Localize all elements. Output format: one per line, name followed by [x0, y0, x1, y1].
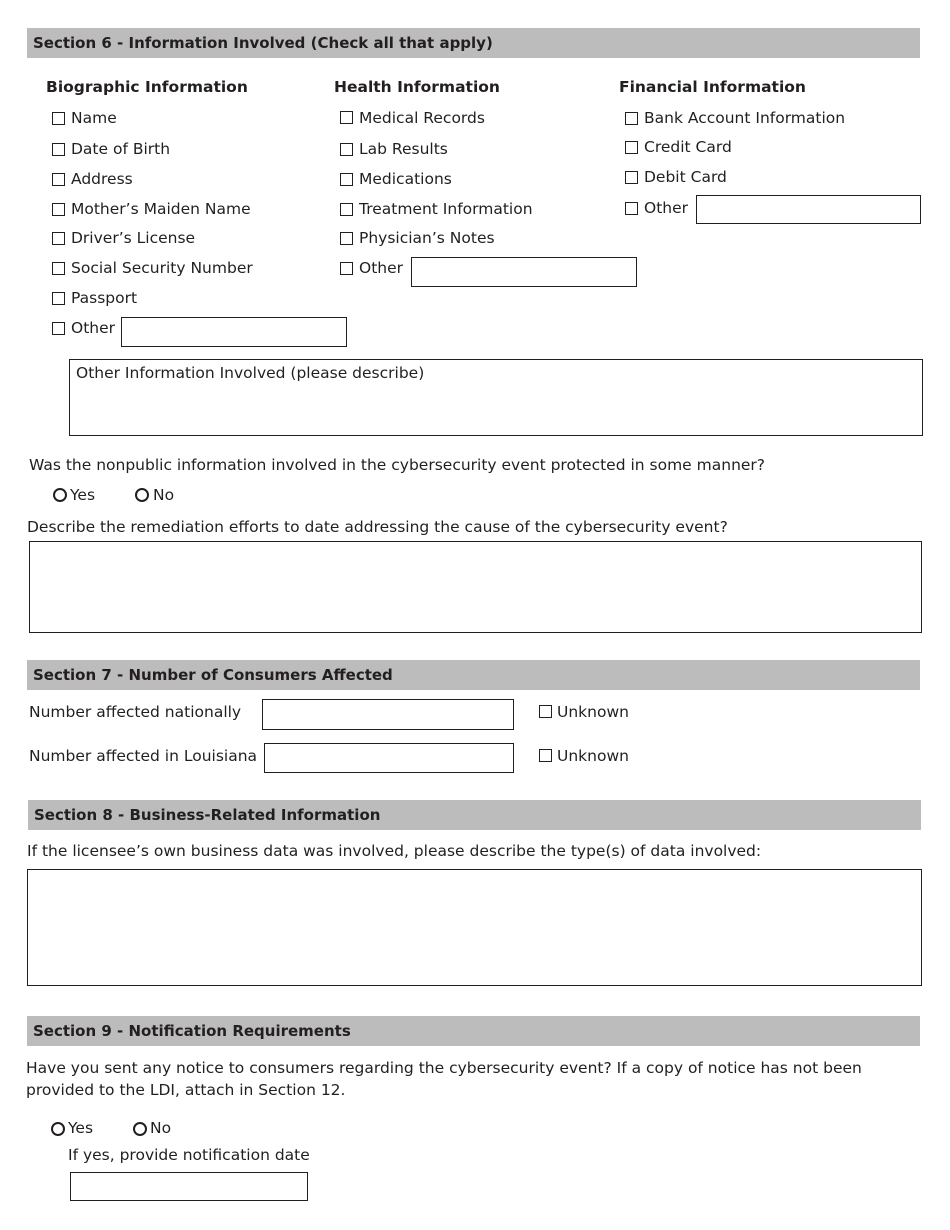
section-9-header: Section 9 - Notification Requirements — [27, 1016, 920, 1046]
label-physicians-notes: Physician’s Notes — [359, 229, 495, 247]
other-information-textarea[interactable] — [69, 359, 923, 436]
checkbox-health-other[interactable] — [340, 262, 353, 275]
notice-yes-label: Yes — [68, 1119, 94, 1137]
checkbox-physicians-notes[interactable] — [340, 232, 353, 245]
checkbox-bank-account-information[interactable] — [625, 112, 638, 125]
protected-no-radio[interactable] — [135, 488, 149, 502]
national-unknown-label: Unknown — [557, 703, 629, 721]
protected-no-label: No — [153, 486, 175, 504]
other-information-label: Other Information Involved (please describe) — [76, 364, 425, 382]
checkbox-credit-card[interactable] — [625, 141, 638, 154]
health-heading: Health Information — [334, 78, 500, 96]
section-7-header: Section 7 - Number of Consumers Affected — [27, 660, 920, 690]
label-passport: Passport — [71, 289, 138, 307]
national-count-input[interactable] — [262, 699, 514, 730]
label-drivers-license: Driver’s License — [71, 229, 196, 247]
notice-question: Have you sent any notice to consumers regarding the cybersecurity event? If a copy of notice has not been provided to the LDI, attach in Section 12. — [26, 1059, 862, 1099]
label-biographic-other: Other — [71, 319, 116, 337]
louisiana-unknown-label: Unknown — [557, 747, 629, 765]
checkbox-lab-results[interactable] — [340, 143, 353, 156]
biographic-heading: Biographic Information — [46, 78, 248, 96]
protected-yes-radio[interactable] — [53, 488, 67, 502]
remediation-question: Describe the remediation efforts to date addressing the cause of the cybersecurity event? — [27, 518, 728, 536]
label-date-of-birth: Date of Birth — [71, 140, 171, 158]
section-8-header: Section 8 - Business-Related Information — [28, 800, 921, 830]
checkbox-debit-card[interactable] — [625, 171, 638, 184]
health-other-input[interactable] — [411, 257, 637, 287]
business-data-textarea[interactable] — [27, 869, 922, 986]
label-medications: Medications — [359, 170, 452, 188]
checkbox-medical-records[interactable] — [340, 111, 353, 124]
checkbox-financial-other[interactable] — [625, 202, 638, 215]
label-treatment-information: Treatment Information — [359, 200, 533, 218]
checkbox-drivers-license[interactable] — [52, 232, 65, 245]
checkbox-treatment-information[interactable] — [340, 203, 353, 216]
label-credit-card: Credit Card — [644, 138, 732, 156]
national-label: Number affected nationally — [29, 703, 242, 721]
checkbox-mothers-maiden-name[interactable] — [52, 203, 65, 216]
louisiana-count-input[interactable] — [264, 743, 514, 773]
biographic-other-input[interactable] — [121, 317, 347, 347]
louisiana-unknown-checkbox[interactable] — [539, 749, 552, 762]
checkbox-biographic-other[interactable] — [52, 322, 65, 335]
checkbox-date-of-birth[interactable] — [52, 143, 65, 156]
protected-question: Was the nonpublic information involved in the cybersecurity event protected in some manner? — [29, 456, 766, 474]
label-financial-other: Other — [644, 199, 689, 217]
checkbox-passport[interactable] — [52, 292, 65, 305]
label-address: Address — [71, 170, 133, 188]
checkbox-name[interactable] — [52, 112, 65, 125]
notice-no-radio[interactable] — [133, 1122, 147, 1136]
notice-no-label: No — [150, 1119, 172, 1137]
remediation-textarea[interactable] — [29, 541, 922, 633]
financial-heading: Financial Information — [619, 78, 806, 96]
notice-yes-radio[interactable] — [51, 1122, 65, 1136]
business-data-question: If the licensee’s own business data was involved, please describe the type(s) of data involved: — [27, 842, 762, 860]
checkbox-social-security-number[interactable] — [52, 262, 65, 275]
checkbox-address[interactable] — [52, 173, 65, 186]
national-unknown-checkbox[interactable] — [539, 705, 552, 718]
label-lab-results: Lab Results — [359, 140, 448, 158]
label-debit-card: Debit Card — [644, 168, 727, 186]
louisiana-label: Number affected in Louisiana — [29, 747, 258, 765]
financial-other-input[interactable] — [696, 195, 921, 224]
label-bank-account-information: Bank Account Information — [644, 109, 846, 127]
section-6-header: Section 6 - Information Involved (Check all that apply) — [27, 28, 920, 58]
checkbox-medications[interactable] — [340, 173, 353, 186]
notification-date-input[interactable] — [70, 1172, 308, 1201]
protected-yes-label: Yes — [70, 486, 96, 504]
label-social-security-number: Social Security Number — [71, 259, 253, 277]
label-name: Name — [71, 109, 117, 127]
label-medical-records: Medical Records — [359, 109, 485, 127]
notification-date-label: If yes, provide notification date — [68, 1146, 310, 1164]
label-health-other: Other — [359, 259, 404, 277]
label-mothers-maiden-name: Mother’s Maiden Name — [71, 200, 251, 218]
